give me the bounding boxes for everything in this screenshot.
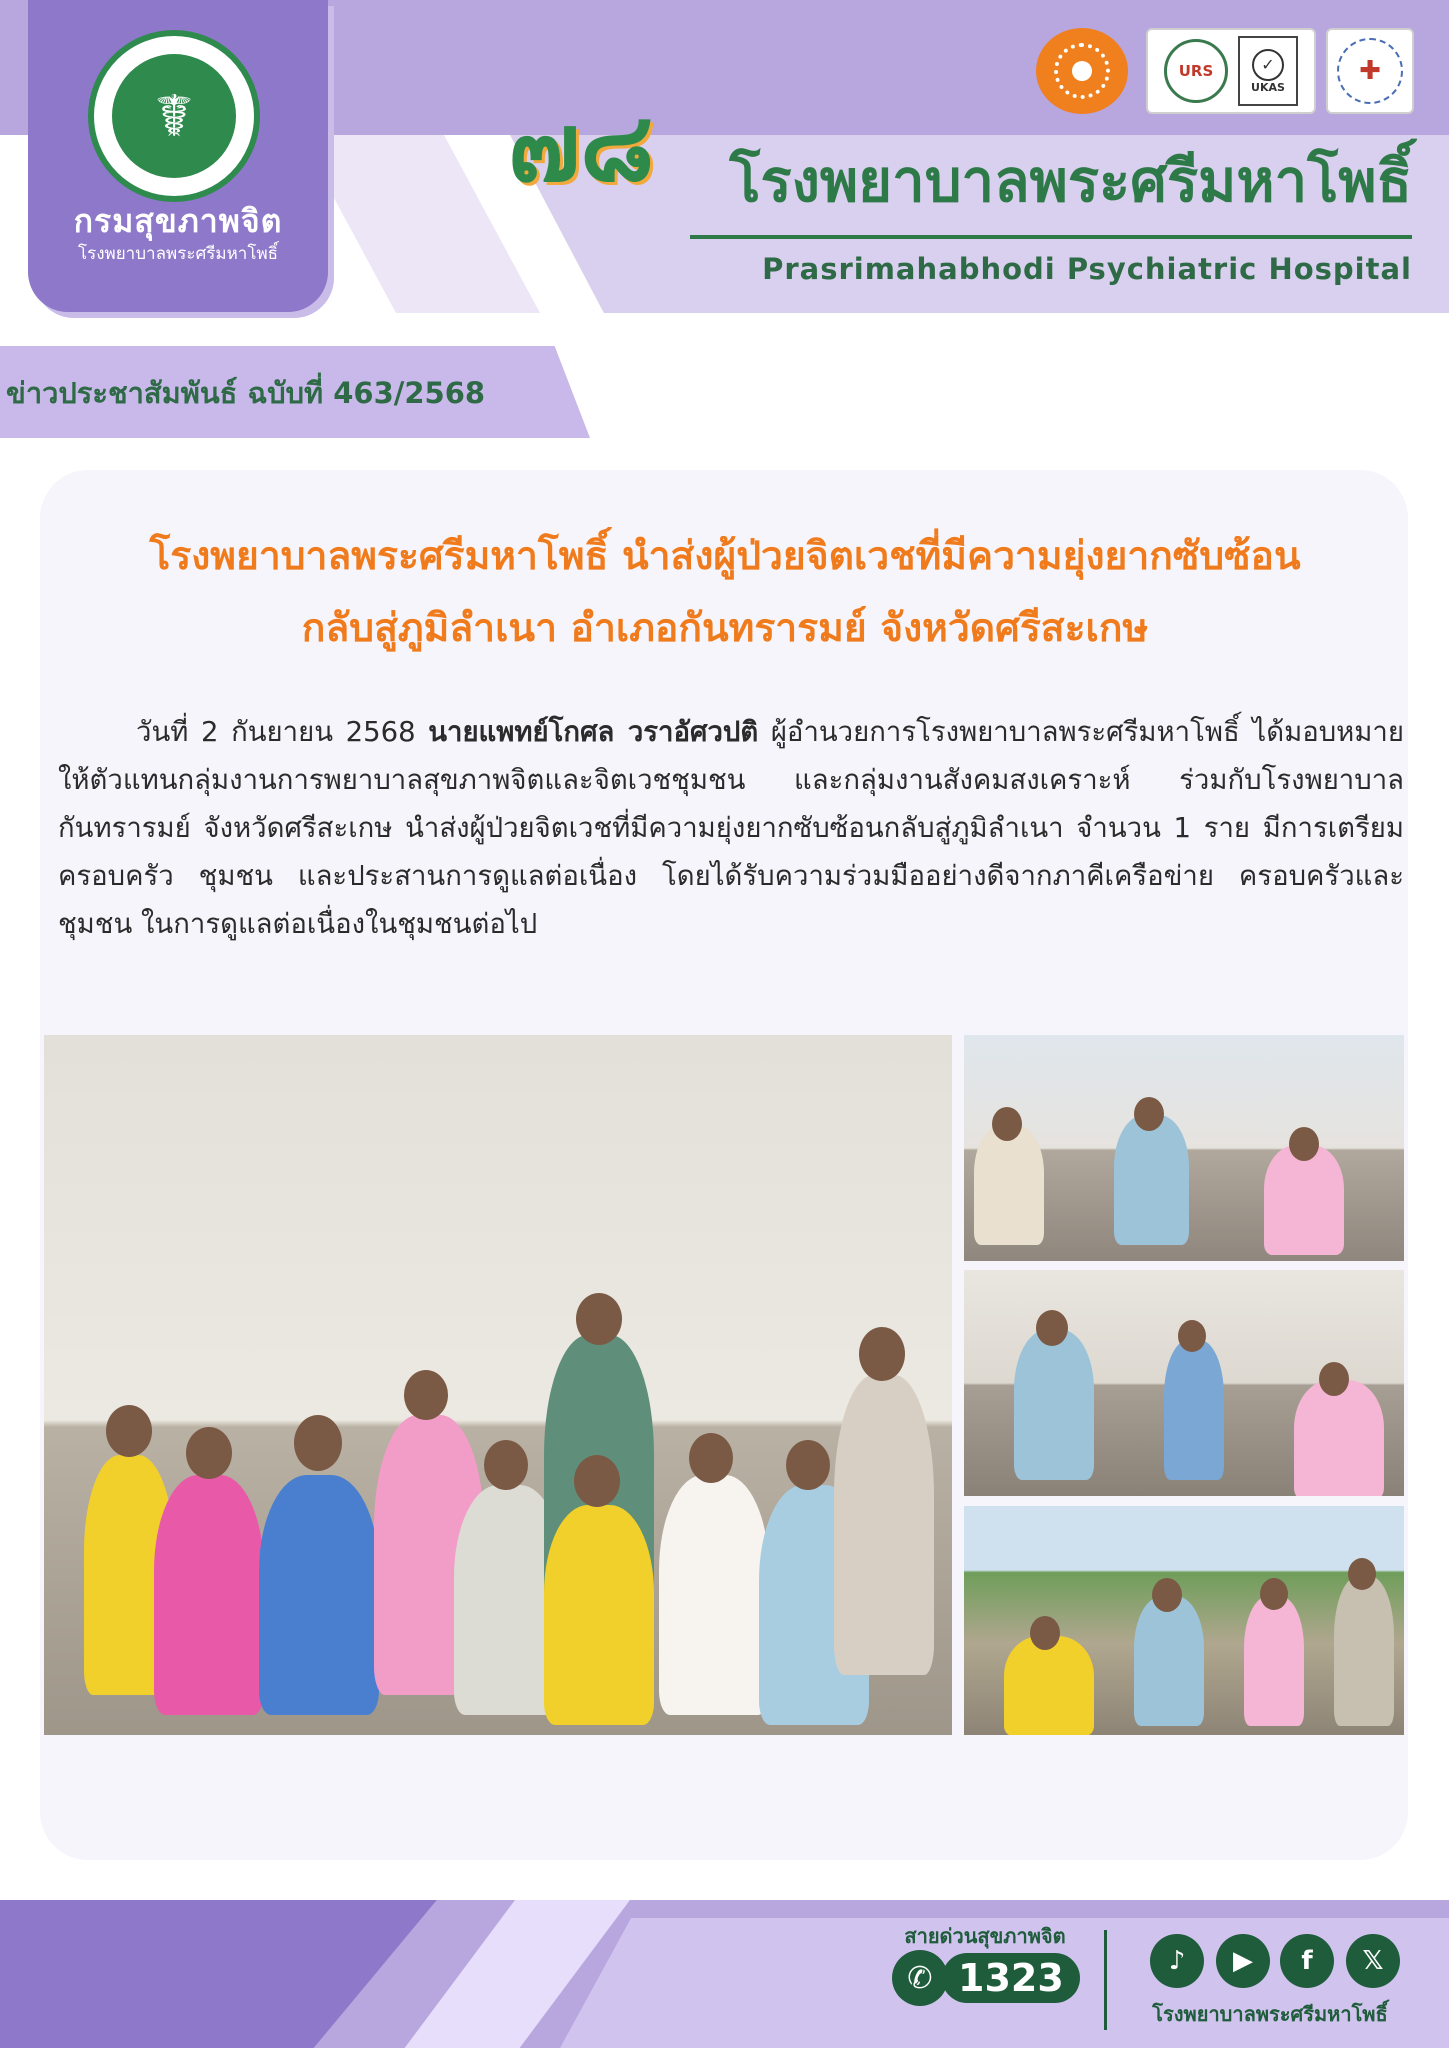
article-title-line2: กลับสู่ภูมิลำเนา อำเภอกันทรารมย์ จังหวัดศรีสะเกษ [301, 606, 1149, 651]
hotline-label: สายด่วนสุขภาพจิต [904, 1924, 1066, 1948]
footer-hospital-name: โรงพยาบาลพระศรีมหาโพธิ์ [1152, 2002, 1388, 2026]
hospital-name-divider [690, 235, 1412, 239]
ukas-icon: ✓ UKAS [1238, 36, 1298, 106]
director-name: นายแพทย์โกศล วราอัศวปติ [428, 716, 759, 748]
hotline-number: 1323 [942, 1953, 1080, 2003]
sun-emblem-icon [1036, 28, 1128, 114]
anniversary-logo [508, 92, 660, 202]
photo-bottom-right [964, 1506, 1404, 1735]
hotline[interactable] [892, 1950, 1082, 2006]
footer-divider [1104, 1930, 1107, 2030]
header-stripe [300, 135, 540, 313]
caduceus-icon: ☤ [154, 82, 194, 150]
article-body-text: ผู้อำนวยการโรงพยาบาลพระศรีมหาโพธิ์ ได้มอบหมายให้ตัวแทนกลุ่มงานการพยาบาลสุขภาพจิตและจิตเวชชุมชน และกลุ่มงานสังคมสงเคราะห์ ร่วมกับโรงพยาบาลกันทรารมย์ จังหวัดศรีสะเกษ นำส่งผู้ป่วยจิตเวชที่มีความยุ่งยากซับซ้อนกลับสู่ภูมิลำเนา จำนวน 1 ราย มีการเตรียมครอบครัว ชุมชน และประสานการดูแลต่อเนื่อง โดยได้รับความร่วมมืออย่างดีจากภาคีเครือข่าย ครอบครัวและชุมชน ในการดูแลต่อเนื่องในชุมชนต่อไป [58, 716, 1404, 940]
anniversary-mark: ๗๘ [508, 90, 655, 203]
hospital-name-english: Prasrimahabhodi Psychiatric Hospital [762, 252, 1412, 286]
department-name: กรมสุขภาพจิต [73, 202, 283, 240]
urs-iso-icon: URS [1164, 39, 1228, 103]
phone-icon: ✆ [892, 1950, 948, 2006]
article-body [58, 708, 1404, 948]
seal-center [112, 54, 236, 178]
department-subtitle: โรงพยาบาลพระศรีมหาโพธิ์ [77, 244, 279, 264]
certification-badges [1146, 28, 1316, 114]
facebook-icon[interactable]: f [1280, 1934, 1334, 1988]
tiktok-icon[interactable]: ♪ [1150, 1934, 1204, 1988]
x-icon[interactable]: 𝕏 [1346, 1934, 1400, 1988]
youtube-icon[interactable]: ▶ [1216, 1934, 1270, 1988]
hospital-accreditation-badge [1326, 28, 1414, 114]
article-date: วันที่ 2 กันยายน 2568 [136, 716, 416, 748]
photo-middle-right [964, 1270, 1404, 1496]
group-photo [44, 1035, 952, 1735]
hospital-name-thai: โรงพยาบาลพระศรีมหาโพธิ์ [729, 147, 1412, 215]
photo-top-right [964, 1035, 1404, 1261]
issue-label: ข่าวประชาสัมพันธ์ ฉบับที่ 463/2568 [6, 376, 486, 410]
article-title-line1: โรงพยาบาลพระศรีมหาโพธิ์ นำส่งผู้ป่วยจิตเวชที่มีความยุ่งยากซับซ้อน [149, 534, 1301, 579]
hospital-accreditation-icon: ✚ [1337, 38, 1403, 104]
ministry-seal-icon [88, 30, 260, 202]
